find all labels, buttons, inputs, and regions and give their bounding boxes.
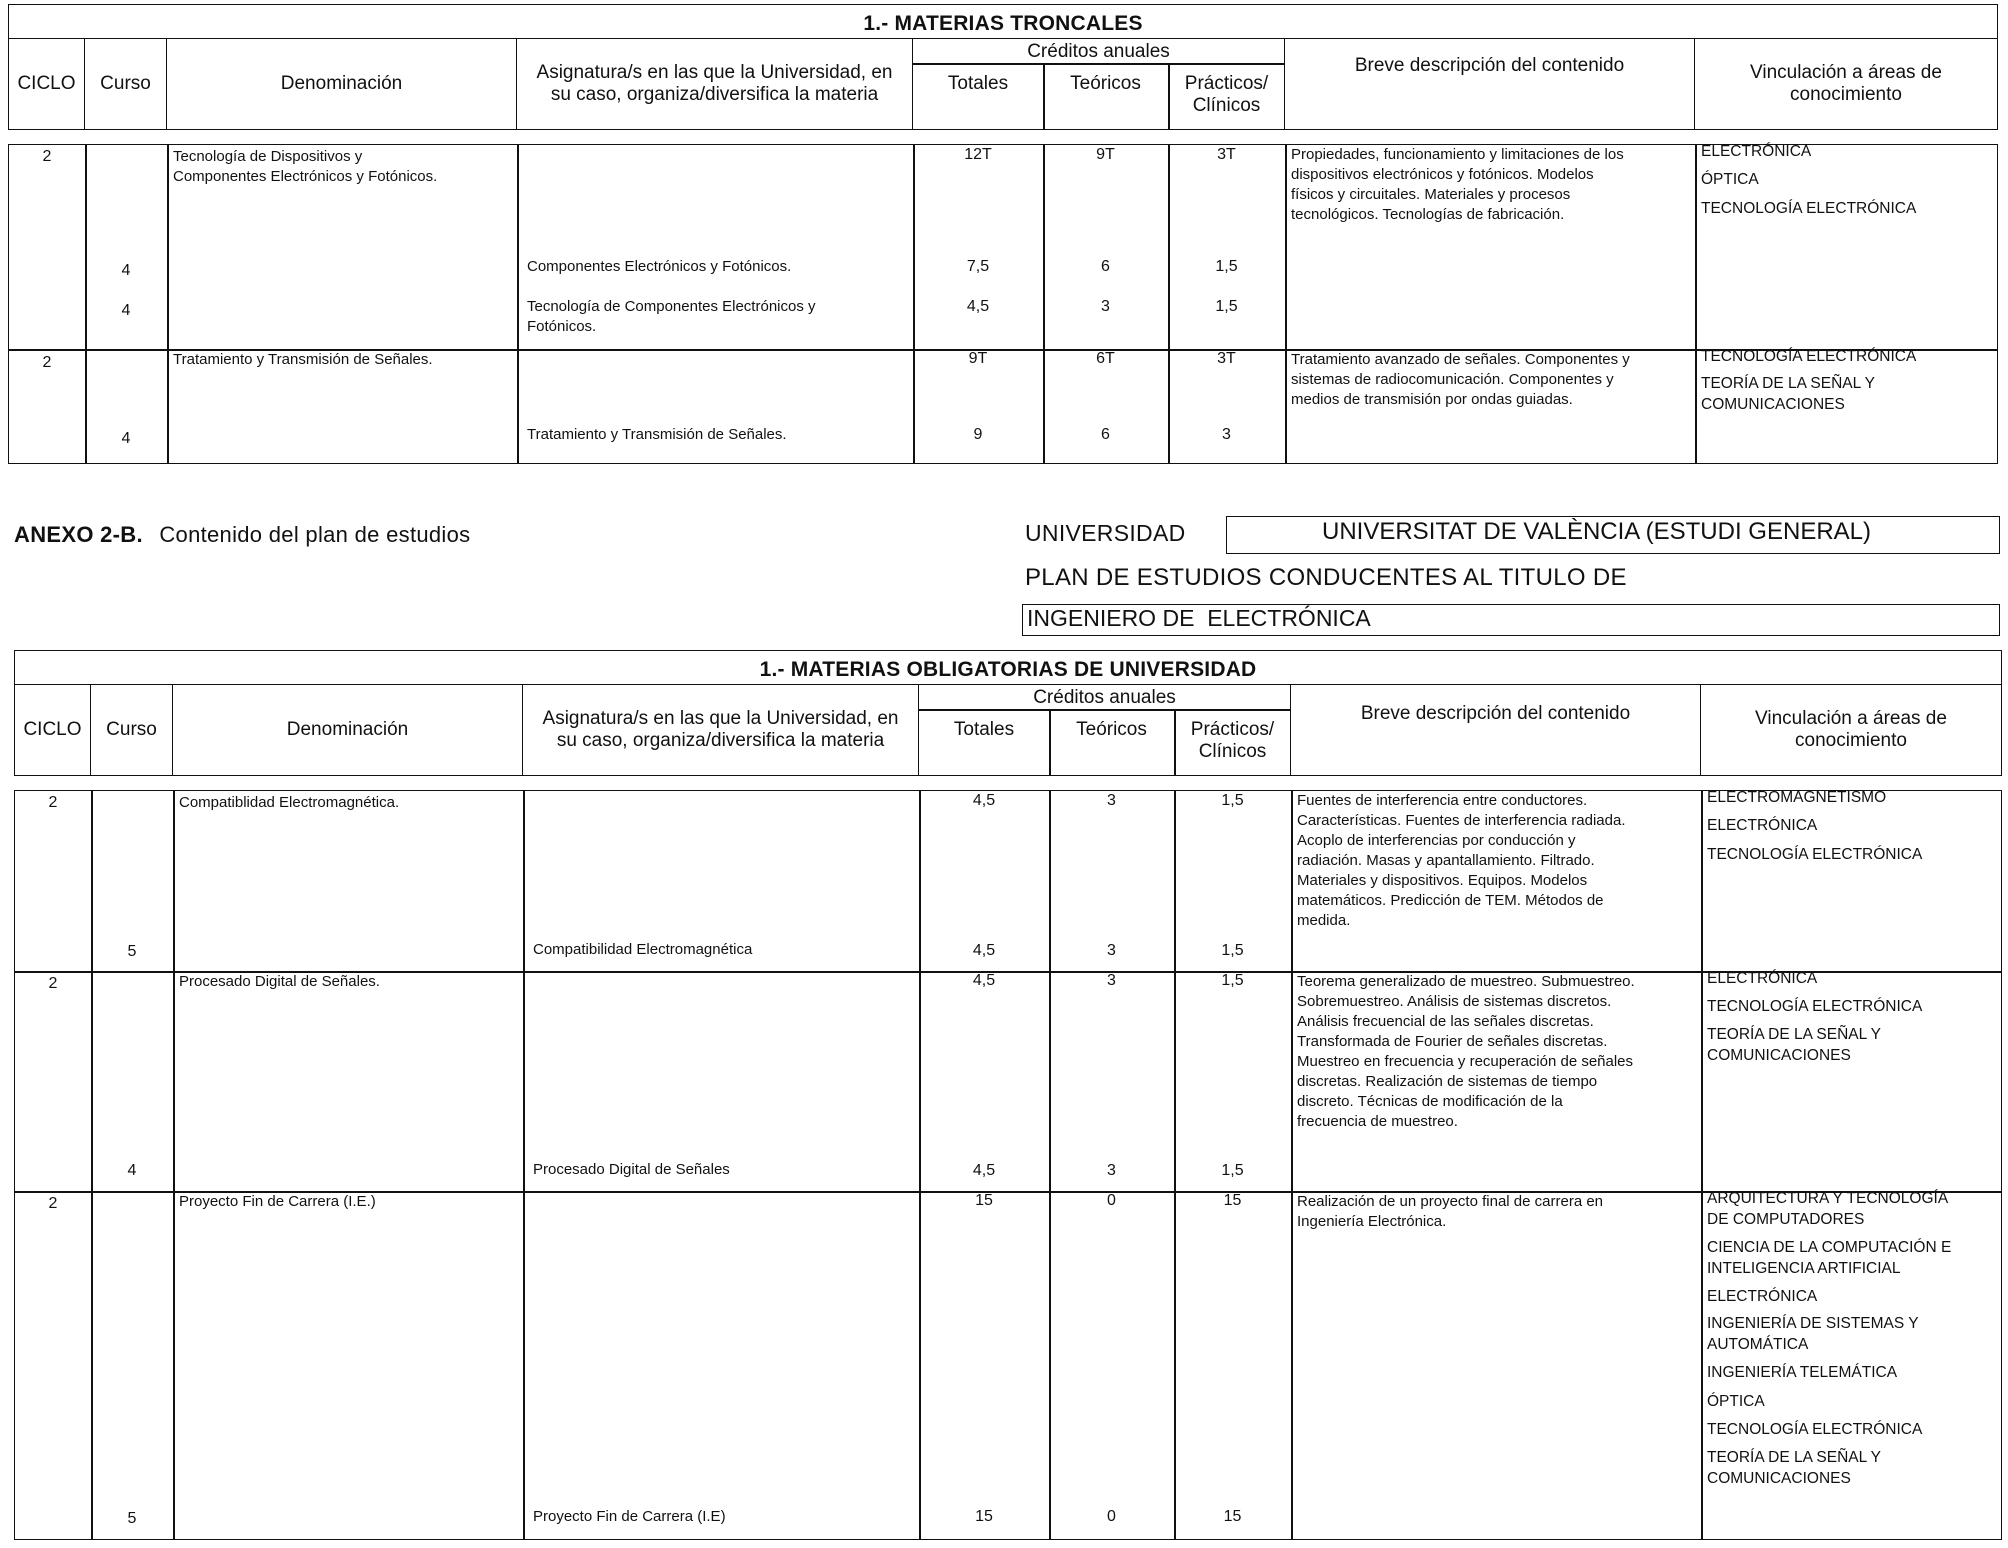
area-item: ELECTRÓNICA (1707, 970, 1818, 987)
header-vinculacion: Vinculación a áreas de conocimiento (1755, 708, 1947, 751)
table-row-ciclo: 2 (42, 354, 52, 371)
table-row-denominacion: Proyecto Fin de Carrera (I.E.) (179, 1193, 376, 1210)
universidad-value-box (1226, 516, 2000, 554)
table-row-teoricos: 3 (1107, 1162, 1116, 1179)
table-row-ciclo: 2 (42, 148, 52, 165)
header-descripcion: Breve descripción del contenido (1285, 39, 1695, 129)
table-row-asignatura: Tecnología de Componentes Electrónicos y Fotónicos. (527, 298, 816, 335)
bottom-table-header (14, 650, 2002, 776)
table-row-totales: 15 (975, 1508, 993, 1525)
creditos-divider (913, 63, 1284, 65)
table-row-totales: 15 (975, 1192, 993, 1209)
top-table-header (8, 4, 1998, 130)
table-row-denominacion: Tratamiento y Transmisión de Señales. (173, 351, 433, 368)
table-row-teoricos: 3 (1107, 972, 1116, 989)
table-row-practicos: 1,5 (1221, 972, 1244, 989)
table-row-totales: 9T (968, 350, 988, 367)
top-section-title: 1.- MATERIAS TRONCALES (9, 5, 1997, 39)
table-row-teoricos: 9T (1096, 146, 1115, 163)
header-totales: Totales (947, 73, 1009, 94)
area-item: ARQUITECTURA Y TECNOLOGÍA DE COMPUTADORES (1707, 1190, 1949, 1228)
table-row-practicos: 1,5 (1215, 258, 1238, 275)
bottom-table-body (14, 790, 2002, 1540)
area-item: ELECTROMAGNETISMO (1707, 789, 1887, 806)
table-row-asignatura: Componentes Electrónicos y Fotónicos. (527, 258, 792, 275)
header-creditos: Créditos anuales (1027, 41, 1170, 62)
table-row-practicos: 1,5 (1221, 942, 1244, 959)
table-row-curso: 4 (121, 430, 131, 447)
table-row-teoricos: 0 (1107, 1508, 1116, 1525)
anexo-text: Contenido del plan de estudios (159, 522, 471, 547)
area-item: TECNOLOGÍA ELECTRÓNICA (1701, 348, 1917, 365)
table-row-totales: 4,5 (972, 942, 996, 959)
table-row-asignatura: Procesado Digital de Señales (533, 1161, 730, 1178)
table-row-practicos: 3T (1217, 146, 1236, 163)
table-row-teoricos: 3 (1101, 298, 1110, 315)
table-row-totales: 4,5 (972, 1162, 996, 1179)
table-row-teoricos: 3 (1107, 942, 1116, 959)
area-item: TEORÍA DE LA SEÑAL Y COMUNICACIONES (1707, 1026, 1882, 1064)
header-creditos-group (919, 685, 1291, 775)
area-item: TECNOLOGÍA ELECTRÓNICA (1707, 846, 1923, 863)
table-row-practicos: 3T (1217, 350, 1236, 367)
table-row-practicos: 1,5 (1215, 298, 1238, 315)
creditos-divider (919, 709, 1290, 711)
header-ciclo: CICLO (15, 685, 91, 775)
header-descripcion: Breve descripción del contenido (1291, 685, 1701, 775)
area-item: ÓPTICA (1701, 171, 1759, 188)
plan-label: PLAN DE ESTUDIOS CONDUCENTES AL TITULO DE (1025, 564, 1627, 591)
table-row-descripcion: Realización de un proyecto final de carrera en Ingeniería Electrónica. (1297, 1193, 1604, 1230)
table-row-totales: 9 (973, 426, 983, 443)
universidad-label: UNIVERSIDAD (1025, 520, 1186, 546)
table-row-ciclo: 2 (48, 794, 58, 811)
table-row-practicos: 15 (1223, 1508, 1242, 1525)
area-item: TECNOLOGÍA ELECTRÓNICA (1701, 200, 1917, 217)
header-practicos: Prácticos/ Clínicos (1190, 719, 1275, 762)
table-row-teoricos: 6 (1101, 426, 1110, 443)
area-item: ELECTRÓNICA (1701, 143, 1812, 160)
table-row-totales: 7,5 (966, 258, 990, 275)
table-row-practicos: 1,5 (1221, 1162, 1244, 1179)
universidad-value: UNIVERSITAT DE VALÈNCIA (ESTUDI GENERAL) (1322, 518, 1871, 545)
header-vinculacion: Vinculación a áreas de conocimiento (1750, 62, 1942, 105)
area-item: TECNOLOGÍA ELECTRÓNICA (1707, 998, 1923, 1015)
table-row-asignatura: Compatibilidad Electromagnética (533, 941, 753, 958)
table-row-teoricos: 6T (1096, 350, 1115, 367)
anexo-label (14, 522, 470, 548)
table-row-curso: 5 (127, 943, 137, 960)
area-item: INGENIERÍA DE SISTEMAS Y AUTOMÁTICA (1707, 1315, 1919, 1353)
table-row-totales: 4,5 (966, 298, 990, 315)
header-denominacion: Denominación (167, 39, 517, 129)
table-row-practicos: 15 (1223, 1192, 1242, 1209)
titulo-value: INGENIERO DE ELECTRÓNICA (1027, 605, 1371, 631)
table-row-practicos: 1,5 (1221, 792, 1244, 809)
header-asignatura: Asignatura/s en las que la Universidad, en su caso, organiza/diversifica la materia (523, 685, 919, 775)
table-row-ciclo: 2 (48, 1195, 58, 1212)
table-row-asignatura: Proyecto Fin de Carrera (I.E) (533, 1508, 726, 1525)
table-row-descripcion: Fuentes de interferencia entre conductores. Características. Fuentes de interferencia radiada. Acoplo de interferencias por conducción y radiación. Masas y apantallamiento. Filtrado. Materiales y dispositivos. Equipos. Modelos matemáticos. Predicción de TEM. Métodos de medida. (1297, 792, 1626, 929)
area-item: ÓPTICA (1707, 1393, 1765, 1410)
top-table-body (8, 144, 1998, 464)
header-creditos: Créditos anuales (1033, 687, 1176, 708)
table-row-teoricos: 6 (1101, 258, 1110, 275)
header-denominacion: Denominación (173, 685, 523, 775)
table-row-ciclo: 2 (48, 975, 58, 992)
table-row-teoricos: 0 (1107, 1192, 1116, 1209)
header-creditos-group (913, 39, 1285, 129)
table-row-denominacion: Compatiblidad Electromagnética. (179, 794, 400, 811)
header-ciclo: CICLO (9, 39, 85, 129)
header-totales: Totales (953, 719, 1015, 740)
table-row-curso: 4 (121, 262, 131, 279)
header-practicos: Prácticos/ Clínicos (1184, 73, 1269, 116)
table-row-asignatura: Tratamiento y Transmisión de Señales. (527, 426, 787, 443)
area-item: TEORÍA DE LA SEÑAL Y COMUNICACIONES (1701, 375, 1876, 413)
table-row-teoricos: 3 (1107, 792, 1116, 809)
header-curso: Curso (85, 39, 167, 129)
table-row-curso: 4 (127, 1162, 137, 1179)
anexo-code: ANEXO 2-B. (14, 522, 143, 547)
header-asignatura: Asignatura/s en las que la Universidad, en su caso, organiza/diversifica la materia (517, 39, 913, 129)
table-row-totales: 12T (964, 146, 992, 163)
table-row-descripcion: Propiedades, funcionamiento y limitaciones de los dispositivos electrónicos y fotónicos. Modelos físicos y circuitales. Materiales y procesos tecnológicos. Tecnologías de fabricación. (1291, 146, 1624, 223)
table-row-descripcion: Teorema generalizado de muestreo. Submuestreo. Sobremuestreo. Análisis de sistemas discretos. Análisis frecuencial de las señales discretas. Transformada de Fourier de señales discretas. Muestreo en frecuencia y recuperación de señales discretas. Realización de sistemas de tiempo discreto. Técnicas de modificación de la frecuencia de muestreo. (1297, 973, 1635, 1130)
table-row-practicos: 3 (1222, 426, 1231, 443)
table-row-curso: 4 (121, 302, 131, 319)
titulo-value-box (1022, 604, 2000, 636)
table-row-denominacion: Procesado Digital de Señales. (179, 973, 380, 990)
header-teoricos: Teóricos (1076, 719, 1147, 740)
header-curso: Curso (91, 685, 173, 775)
area-item: CIENCIA DE LA COMPUTACIÓN E INTELIGENCIA ARTIFICIAL (1707, 1239, 1952, 1277)
header-teoricos: Teóricos (1070, 73, 1141, 94)
table-row-curso: 5 (127, 1510, 137, 1527)
area-item: TECNOLOGÍA ELECTRÓNICA (1707, 1421, 1923, 1438)
table-row-denominacion: Tecnología de Dispositivos y Componentes Electrónicos y Fotónicos. (173, 148, 438, 185)
area-item: TEORÍA DE LA SEÑAL Y COMUNICACIONES (1707, 1449, 1882, 1487)
area-item: ELECTRÓNICA (1707, 1288, 1818, 1305)
area-item: ELECTRÓNICA (1707, 817, 1818, 834)
table-row-totales: 4,5 (972, 972, 996, 989)
bottom-section-title: 1.- MATERIAS OBLIGATORIAS DE UNIVERSIDAD (15, 651, 2001, 685)
area-item: INGENIERÍA TELEMÁTICA (1707, 1364, 1898, 1381)
table-row-totales: 4,5 (972, 792, 996, 809)
table-row-descripcion: Tratamiento avanzado de señales. Componentes y sistemas de radiocomunicación. Componentes y medios de transmisión por ondas guiadas. (1291, 351, 1630, 408)
